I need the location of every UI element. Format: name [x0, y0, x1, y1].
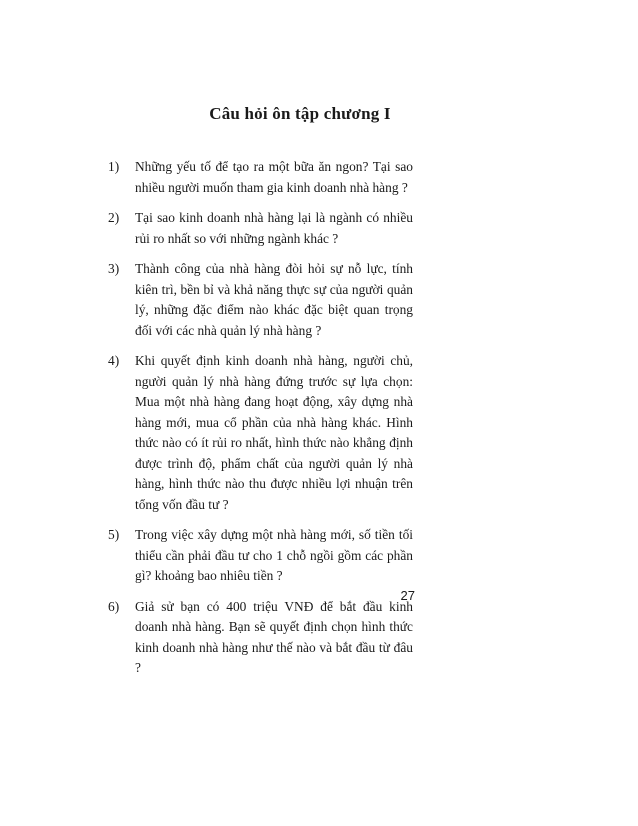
question-number: 4)	[108, 353, 120, 368]
question-number: 1)	[108, 159, 120, 174]
question-text: Trong việc xây dựng một nhà hàng mới, số tiền tối thiểu cần phải đầu tư cho 1 chỗ ngồi gồm các phần gì? khoảng bao nhiêu tiền ?	[135, 527, 413, 583]
question-item-3	[108, 259, 413, 341]
question-item-2	[108, 208, 413, 249]
question-text: Những yếu tố để tạo ra một bữa ăn ngon? Tại sao nhiều người muốn tham gia kinh doanh nhà hàng ?	[135, 159, 413, 195]
question-text: Giả sử bạn có 400 triệu VNĐ để bắt đầu kinh doanh nhà hàng. Bạn sẽ quyết định chọn hình thức kinh doanh nhà hàng như thế nào và bắt đầu từ đâu ?	[135, 598, 413, 675]
question-item-1	[108, 157, 413, 198]
page-title: Câu hỏi ôn tập chương I	[209, 104, 391, 123]
question-list	[108, 157, 413, 689]
question-number: 2)	[108, 210, 120, 225]
question-item-5	[108, 525, 413, 587]
question-item-6	[108, 597, 413, 679]
question-text: Tại sao kinh doanh nhà hàng lại là ngành có nhiều rủi ro nhất so với những ngành khác ?	[135, 210, 413, 246]
question-number: 3)	[108, 261, 120, 276]
page-number: 27	[400, 588, 415, 603]
question-text: Khi quyết định kinh doanh nhà hàng, người chủ, người quản lý nhà hàng đứng trước sự lựa chọn: Mua một nhà hàng đang hoạt động, xây dựng nhà hàng mới, mua cổ phần của nhà hàng khác. Hình thức nào có ít rủi ro nhất, hình thức nào khẳng định được trình độ, phẩm chất của người quản lý nhà hàng, hình thức nào thu được nhiều lợi nhuận trên tổng vốn đầu tư ?	[135, 353, 413, 512]
question-number: 6)	[108, 598, 120, 614]
question-item-4	[108, 351, 413, 515]
question-text: Thành công của nhà hàng đòi hỏi sự nỗ lực, tính kiên trì, bền bỉ và khả năng thực sự của người quản lý, những đặc điểm nào khác đặc biệt quan trọng đối với các nhà quản lý nhà hàng ?	[135, 261, 413, 338]
question-number: 5)	[108, 527, 120, 542]
